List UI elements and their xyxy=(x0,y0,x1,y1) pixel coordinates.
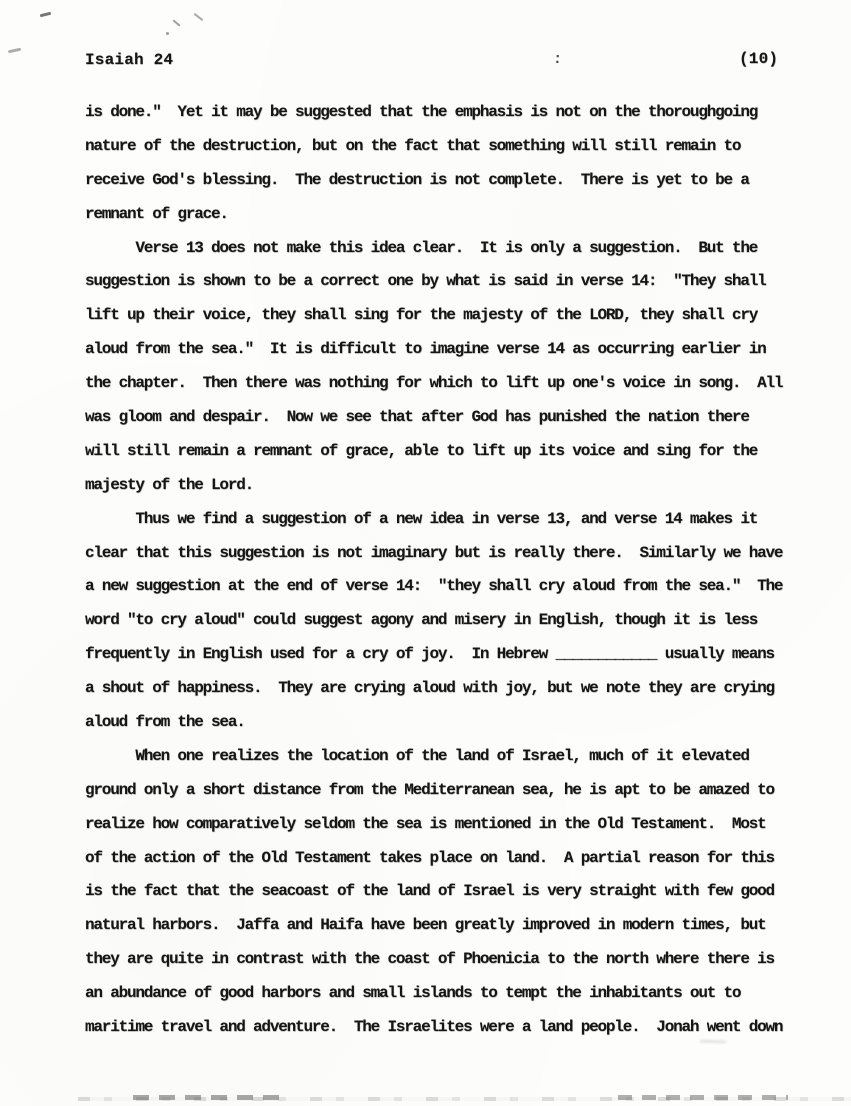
text-line: aloud from the sea." It is difficult to imagine verse 14 as occurring earlier in xyxy=(85,340,766,359)
text-line: realize how comparatively seldom the sea is mentioned in the Old Testament. Most xyxy=(85,814,766,833)
text-line: nature of the destruction, but on the fact that something will still remain to xyxy=(85,136,741,155)
text-line: word "to cry aloud" could suggest agony and misery in English, though it is less xyxy=(85,611,758,630)
text-line: Verse 13 does not make this idea clear. It is only a suggestion. But the xyxy=(85,238,758,257)
page-title: Isaiah 24 xyxy=(85,51,174,69)
text-line: the chapter. Then there was nothing for which to lift up one's voice in song. All xyxy=(85,374,783,393)
document-text xyxy=(85,96,805,1045)
scan-speck xyxy=(194,13,204,21)
text-line: an abundance of good harbors and small islands to tempt the inhabitants out to xyxy=(85,984,741,1003)
text-line: frequently in English used for a cry of joy. In Hebrew ____________ usually means xyxy=(85,645,774,664)
scan-edge-artifact xyxy=(78,1097,851,1101)
text-line: receive God's blessing. The destruction is not complete. There is yet to be a xyxy=(85,170,749,189)
text-line: maritime travel and adventure. The Israelites were a land people. Jonah went down xyxy=(85,1018,783,1037)
text-line: When one realizes the location of the land of Israel, much of it elevated xyxy=(85,746,749,765)
text-line: lift up their voice, they shall sing for the majesty of the LORD, they shall cry xyxy=(85,306,758,325)
scan-speck xyxy=(172,19,180,26)
text-line: remnant of grace. xyxy=(85,204,228,223)
text-line: was gloom and despair. Now we see that after God has punished the nation there xyxy=(85,408,749,427)
text-line: clear that this suggestion is not imaginary but is really there. Similarly we have xyxy=(85,543,783,562)
scan-speck xyxy=(166,32,169,35)
ink-smudge: : xyxy=(552,50,563,69)
page-number: (10) xyxy=(739,50,779,68)
text-line: is done." Yet it may be suggested that the emphasis is not on the thoroughgoing xyxy=(85,103,758,121)
text-line: a shout of happiness. They are crying aloud with joy, but we note they are crying xyxy=(85,679,774,698)
scan-speck xyxy=(8,48,21,53)
text-line: aloud from the sea. xyxy=(85,713,245,732)
text-line: natural harbors. Jaffa and Haifa have been greatly improved in modern times, but xyxy=(85,916,766,935)
text-line: they are quite in contrast with the coast of Phoenicia to the north where there is xyxy=(85,950,774,969)
text-line: a new suggestion at the end of verse 14: "they shall cry aloud from the sea." The xyxy=(85,577,783,596)
text-line: will still remain a remnant of grace, able to lift up its voice and sing for the xyxy=(85,441,758,460)
text-line: ground only a short distance from the Mediterranean sea, he is apt to be amazed to xyxy=(85,780,774,799)
text-line: Thus we find a suggestion of a new idea in verse 13, and verse 14 makes it xyxy=(85,509,758,528)
text-line: of the action of the Old Testament takes place on land. A partial reason for this xyxy=(85,848,774,867)
text-line: suggestion is shown to be a correct one by what is said in verse 14: "They shall xyxy=(85,272,766,291)
scan-speck xyxy=(40,12,51,18)
text-line: is the fact that the seacoast of the land of Israel is very straight with few good xyxy=(85,882,774,901)
text-line: majesty of the Lord. xyxy=(85,475,254,494)
